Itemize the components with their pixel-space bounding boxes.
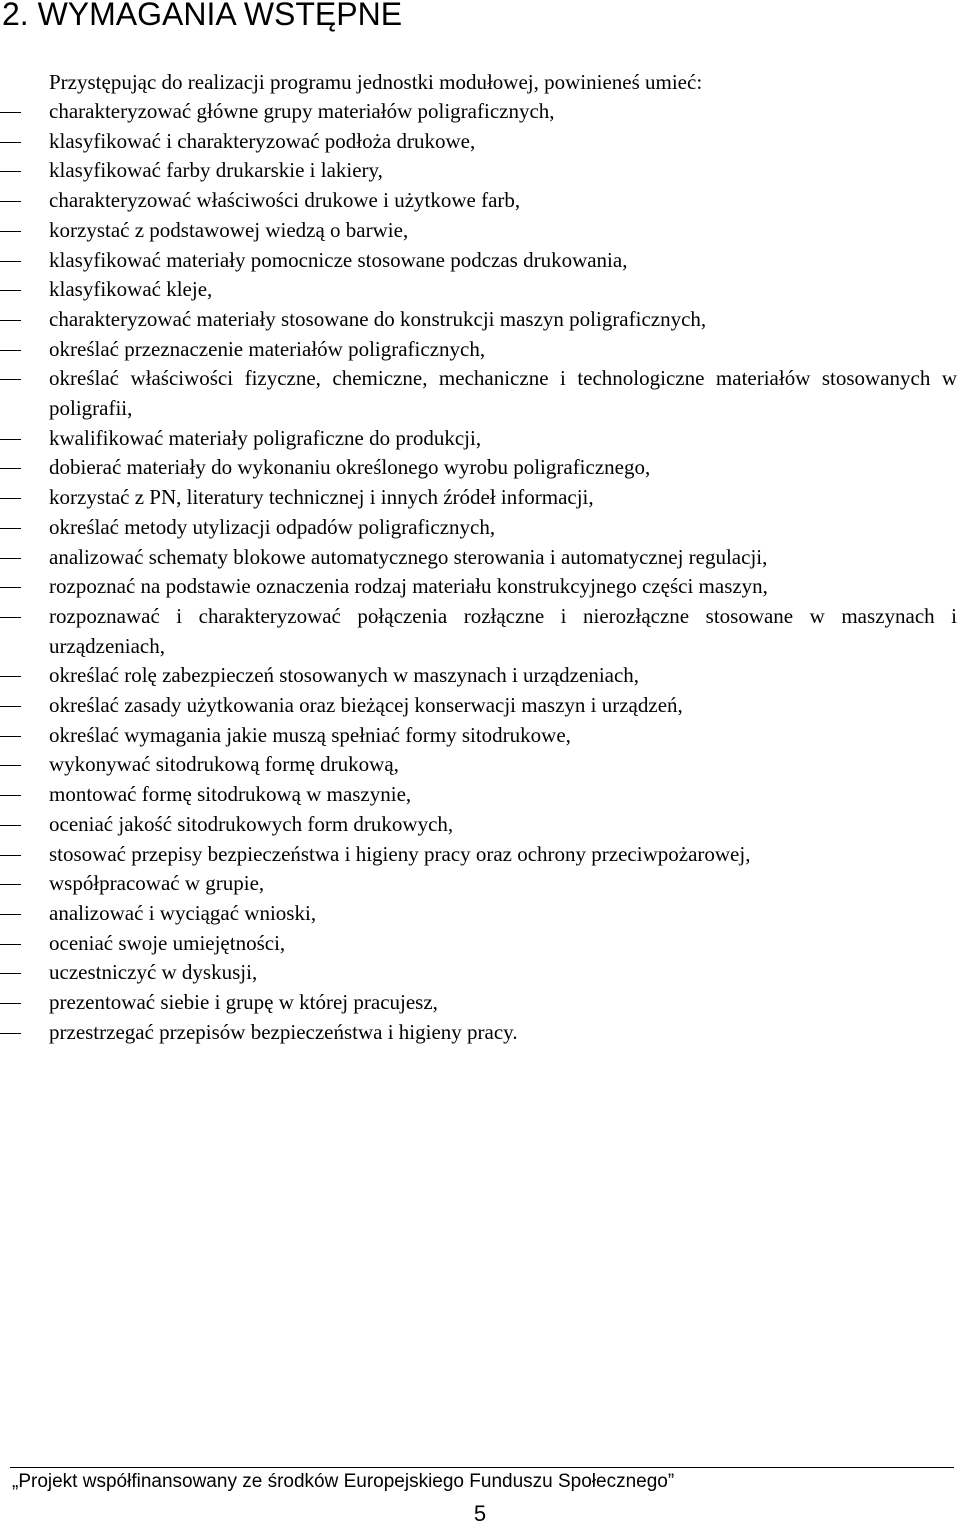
list-item-text: uczestniczyć w dyskusji, bbox=[49, 960, 258, 985]
dash-bullet-icon bbox=[0, 587, 21, 588]
list-item bbox=[0, 899, 957, 929]
list-item-text: kwalifikować materiały poligraficzne do produkcji, bbox=[49, 425, 482, 450]
list-item-text: dobierać materiały do wykonaniu określonego wyrobu poligraficznego, bbox=[49, 455, 651, 480]
dash-bullet-icon bbox=[0, 795, 21, 796]
section-heading: 2. WYMAGANIA WSTĘPNE bbox=[2, 0, 403, 32]
dash-bullet-icon bbox=[0, 855, 21, 856]
list-item-text: rozpoznać na podstawie oznaczenia rodzaj materiału konstrukcyjnego części maszyn, bbox=[49, 574, 768, 599]
page-number: 5 bbox=[473, 1501, 487, 1526]
list-item bbox=[0, 1018, 957, 1048]
list-item bbox=[0, 810, 957, 840]
dash-bullet-icon bbox=[0, 1033, 21, 1034]
list-item-text: określać przeznaczenie materiałów poligraficznych, bbox=[49, 336, 486, 361]
dash-bullet-icon bbox=[0, 676, 21, 677]
footer-funding-note: „Projekt współfinansowany ze środków Europejskiego Funduszu Społecznego” bbox=[12, 1471, 675, 1492]
dash-bullet-icon bbox=[0, 112, 21, 113]
list-item bbox=[0, 127, 957, 157]
list-item-text: korzystać z PN, literatury technicznej i innych źródeł informacji, bbox=[49, 485, 594, 510]
dash-bullet-icon bbox=[0, 914, 21, 915]
list-item-text: charakteryzować główne grupy materiałów poligraficznych, bbox=[49, 99, 555, 123]
list-item-text: klasyfikować kleje, bbox=[49, 277, 213, 302]
list-item bbox=[0, 483, 957, 513]
list-item-text: klasyfikować farby drukarskie i lakiery, bbox=[49, 158, 383, 183]
list-item-text: charakteryzować właściwości drukowe i użytkowe farb, bbox=[49, 188, 521, 213]
dash-bullet-icon bbox=[0, 765, 21, 766]
list-item-text: analizować schematy blokowe automatycznego sterowania i automatycznej regulacji, bbox=[49, 544, 768, 569]
list-item-text: określać metody utylizacji odpadów poligraficznych, bbox=[49, 514, 496, 539]
list-item bbox=[0, 869, 957, 899]
list-item bbox=[0, 840, 957, 870]
list-item bbox=[0, 602, 957, 661]
list-item bbox=[0, 958, 957, 988]
list-item-text: prezentować siebie i grupę w której pracujesz, bbox=[49, 990, 438, 1015]
list-item bbox=[0, 750, 957, 780]
dash-bullet-icon bbox=[0, 528, 21, 529]
list-item bbox=[0, 216, 957, 246]
list-item-text: charakteryzować materiały stosowane do konstrukcji maszyn poligraficznych, bbox=[49, 306, 707, 331]
dash-bullet-icon bbox=[0, 1003, 21, 1004]
list-item bbox=[0, 156, 957, 186]
list-item-text: oceniać swoje umiejętności, bbox=[49, 930, 286, 955]
list-item bbox=[0, 424, 957, 454]
list-item bbox=[0, 275, 957, 305]
dash-bullet-icon bbox=[0, 973, 21, 974]
dash-bullet-icon bbox=[0, 201, 21, 202]
list-item bbox=[0, 305, 957, 335]
dash-bullet-icon bbox=[0, 736, 21, 737]
dash-bullet-icon bbox=[0, 261, 21, 262]
dash-bullet-icon bbox=[0, 231, 21, 232]
list-item-text: rozpoznawać i charakteryzować połączenia rozłączne i nierozłączne stosowane w maszynach i urządzeniach, bbox=[49, 603, 957, 658]
dash-bullet-icon bbox=[0, 706, 21, 707]
dash-bullet-icon bbox=[0, 171, 21, 172]
list-item bbox=[0, 335, 957, 365]
dash-bullet-icon bbox=[0, 944, 21, 945]
intro-paragraph: Przystępując do realizacji programu jednostki modułowej, powinieneś umieć: bbox=[49, 70, 703, 94]
list-item bbox=[0, 929, 957, 959]
list-item-text: montować formę sitodrukową w maszynie, bbox=[49, 782, 412, 807]
list-item bbox=[0, 572, 957, 602]
list-item-text: analizować i wyciągać wnioski, bbox=[49, 900, 317, 925]
list-item bbox=[0, 246, 957, 276]
list-item-text: klasyfikować materiały pomocnicze stosowane podczas drukowania, bbox=[49, 247, 628, 272]
dash-bullet-icon bbox=[0, 320, 21, 321]
dash-bullet-icon bbox=[0, 142, 21, 143]
list-item bbox=[0, 661, 957, 691]
dash-bullet-icon bbox=[0, 468, 21, 469]
list-item-text: określać wymagania jakie muszą spełniać formy sitodrukowe, bbox=[49, 722, 571, 747]
list-item-text: oceniać jakość sitodrukowych form drukowych, bbox=[49, 811, 454, 836]
dash-bullet-icon bbox=[0, 350, 21, 351]
footer-divider bbox=[10, 1467, 954, 1468]
list-item-text: klasyfikować i charakteryzować podłoża drukowe, bbox=[49, 128, 476, 153]
dash-bullet-icon bbox=[0, 439, 21, 440]
list-item-text: wykonywać sitodrukową formę drukową, bbox=[49, 752, 399, 777]
list-item bbox=[0, 97, 957, 127]
list-item bbox=[0, 453, 957, 483]
list-item-text: współpracować w grupie, bbox=[49, 871, 265, 896]
list-item bbox=[0, 721, 957, 751]
list-item-text: korzystać z podstawowej wiedzą o barwie, bbox=[49, 217, 409, 242]
list-item-text: określać właściwości fizyczne, chemiczne, mechaniczne i technologiczne materiałów stosowanych w poligrafii, bbox=[49, 366, 957, 421]
list-item-text: stosować przepisy bezpieczeństwa i higieny pracy oraz ochrony przeciwpożarowej, bbox=[49, 841, 751, 866]
list-item bbox=[0, 543, 957, 573]
dash-bullet-icon bbox=[0, 498, 21, 499]
dash-bullet-icon bbox=[0, 290, 21, 291]
list-item bbox=[0, 988, 957, 1018]
dash-bullet-icon bbox=[0, 884, 21, 885]
list-item-text: przestrzegać przepisów bezpieczeństwa i higieny pracy. bbox=[49, 1019, 518, 1044]
list-item bbox=[0, 780, 957, 810]
list-item bbox=[0, 513, 957, 543]
list-item-text: określać rolę zabezpieczeń stosowanych w maszynach i urządzeniach, bbox=[49, 663, 640, 688]
dash-bullet-icon bbox=[0, 825, 21, 826]
dash-bullet-icon bbox=[0, 558, 21, 559]
list-item bbox=[0, 186, 957, 216]
dash-bullet-icon bbox=[0, 379, 21, 380]
dash-bullet-icon bbox=[0, 617, 21, 618]
list-item bbox=[0, 691, 957, 721]
list-item bbox=[0, 364, 957, 423]
requirements-list bbox=[0, 97, 957, 1048]
list-item-text: określać zasady użytkowania oraz bieżącej konserwacji maszyn i urządzeń, bbox=[49, 693, 683, 718]
